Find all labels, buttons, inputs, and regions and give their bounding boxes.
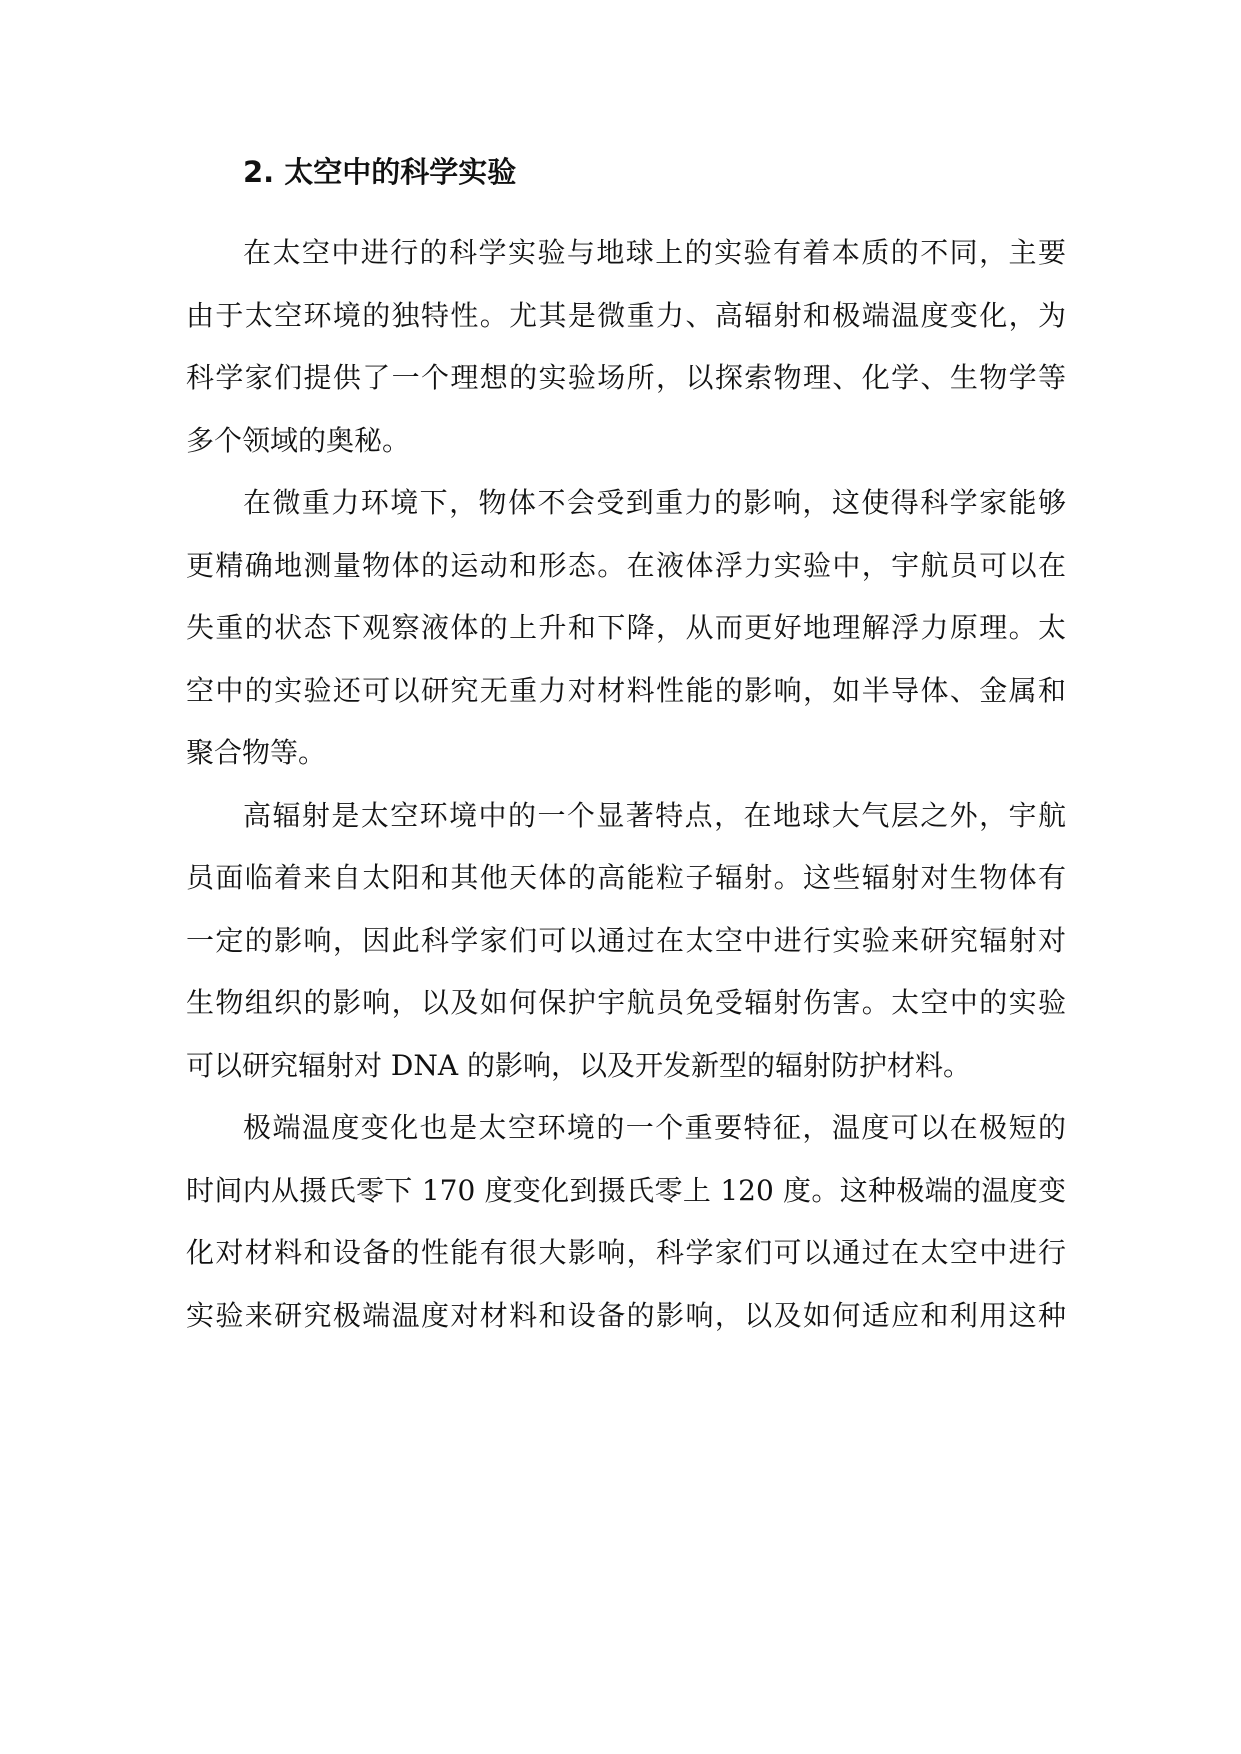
paragraph-line: 极端温度变化也是太空环境的一个重要特征，温度可以在极短的 [243, 1111, 1066, 1144]
paragraph-line: 聚合物等。 [186, 736, 327, 769]
paragraph-4 [186, 1097, 1066, 1347]
paragraph-2 [186, 472, 1066, 785]
paragraph-line: 空中的实验还可以研究无重力对材料性能的影响，如半导体、金属和 [186, 673, 1066, 707]
paragraph-line: 高辐射是太空环境中的一个显著特点，在地球大气层之外，宇航 [243, 798, 1066, 832]
paragraph-line: 由于太空环境的独特性。尤其是微重力、高辐射和极端温度变化，为 [186, 298, 1066, 332]
paragraph-line: 在太空中进行的科学实验与地球上的实验有着本质的不同，主要 [243, 236, 1066, 269]
paragraph-3 [186, 785, 1066, 1098]
paragraph-line: 员面临着来自太阳和其他天体的高能粒子辐射。这些辐射对生物体有 [186, 861, 1066, 894]
paragraph-line: 实验来研究极端温度对材料和设备的影响，以及如何适应和利用这种 [186, 1298, 1066, 1332]
paragraph-line: 生物组织的影响，以及如何保护宇航员免受辐射伤害。太空中的实验 [186, 986, 1066, 1019]
paragraph-line: 时间内从摄氏零下 170 度变化到摄氏零上 120 度。这种极端的温度变 [186, 1173, 1066, 1207]
paragraph-line: 化对材料和设备的性能有很大影响，科学家们可以通过在太空中进行 [186, 1236, 1066, 1269]
paragraph-line: 一定的影响，因此科学家们可以通过在太空中进行实验来研究辐射对 [186, 923, 1066, 957]
paragraph-1 [186, 222, 1066, 472]
section-heading: 2. 太空中的科学实验 [243, 155, 517, 189]
paragraph-line: 多个领域的奥秘。 [186, 423, 411, 457]
paragraph-line: 可以研究辐射对 DNA 的影响，以及开发新型的辐射防护材料。 [186, 1048, 971, 1082]
paragraph-line: 科学家们提供了一个理想的实验场所，以探索物理、化学、生物学等 [186, 361, 1066, 394]
paragraph-line: 在微重力环境下，物体不会受到重力的影响，这使得科学家能够 [243, 486, 1066, 519]
body-text [186, 222, 1066, 1347]
paragraph-line: 更精确地测量物体的运动和形态。在液体浮力实验中，宇航员可以在 [186, 548, 1066, 582]
paragraph-line: 失重的状态下观察液体的上升和下降，从而更好地理解浮力原理。太 [186, 611, 1066, 644]
